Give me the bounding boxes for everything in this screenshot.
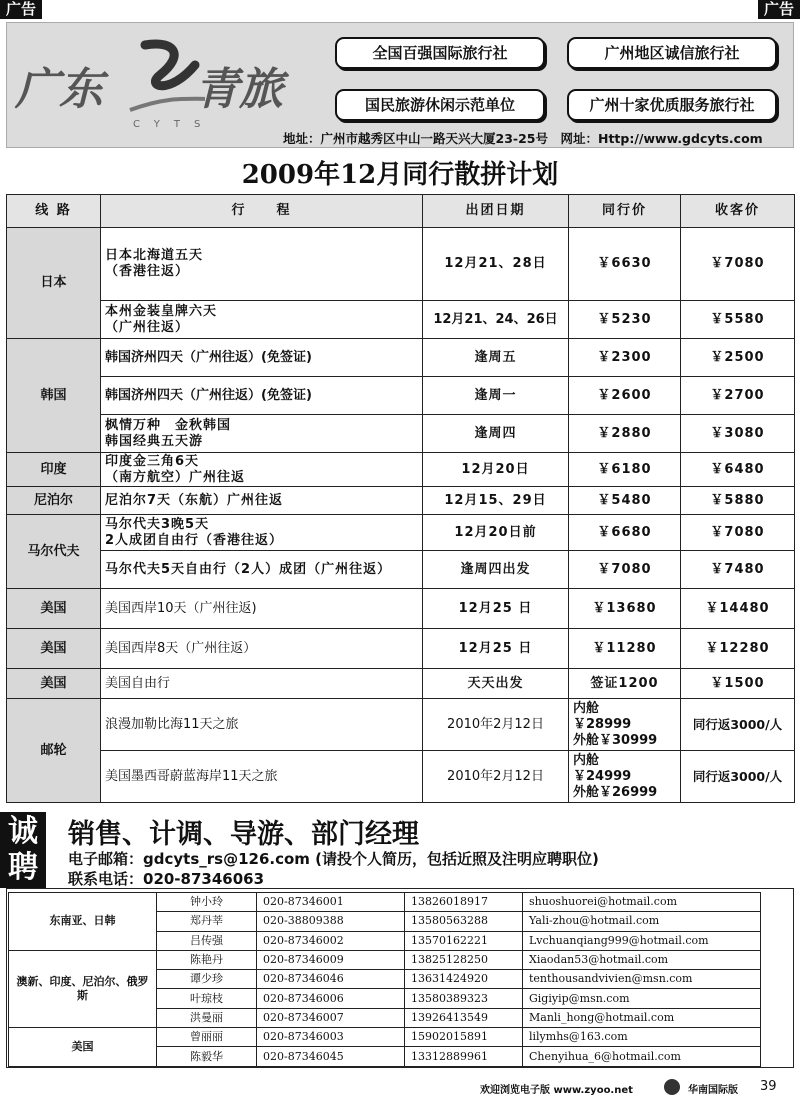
date-cell: 12月21、24、26日 bbox=[423, 301, 569, 339]
contact-mobile-cell: 13926413549 bbox=[405, 1008, 523, 1027]
col-header-route: 行 程 bbox=[101, 195, 423, 228]
retail-price-cell: ￥2500 bbox=[681, 339, 795, 377]
header-address: 地址：广州市越秀区中山一路天兴大厦23-25号 网址：Http://www.gdcyts.com bbox=[283, 131, 763, 146]
badge-quality-service: 广州十家优质服务旅行社 bbox=[567, 89, 777, 121]
date-cell: 12月25 日 bbox=[423, 589, 569, 629]
retail-price-cell: 同行返3000/人 bbox=[681, 699, 795, 751]
contact-tel-cell: 020-87346006 bbox=[257, 989, 405, 1008]
table-header-row bbox=[7, 195, 795, 228]
contact-region-cell: 美国 bbox=[9, 1028, 157, 1067]
contact-tel-cell: 020-38809388 bbox=[257, 912, 405, 931]
contact-tel-cell: 020-87346007 bbox=[257, 1008, 405, 1027]
page-footer bbox=[0, 1076, 800, 1100]
peer-price-cell: ￥5480 bbox=[569, 487, 681, 515]
col-header-date: 出团日期 bbox=[423, 195, 569, 228]
table-row bbox=[7, 629, 795, 669]
region-cell: 韩国 bbox=[7, 339, 101, 453]
route-cell: 枫情万种 金秋韩国 韩国经典五天游 bbox=[101, 415, 423, 453]
peer-price-cell: ￥7080 bbox=[569, 551, 681, 589]
logo-text-guangdong: 广东 bbox=[15, 64, 103, 115]
retail-price-cell: ￥1500 bbox=[681, 669, 795, 699]
route-cell: 浪漫加勒比海11天之旅 bbox=[101, 699, 423, 751]
contact-email-cell: Manli_hong@hotmail.com bbox=[523, 1008, 761, 1027]
table-row bbox=[7, 415, 795, 453]
badge-leisure-demo: 国民旅游休闲示范单位 bbox=[335, 89, 545, 121]
date-cell: 2010年2月12日 bbox=[423, 699, 569, 751]
table-row bbox=[7, 228, 795, 301]
route-cell: 印度金三角6天 （南方航空）广州往返 bbox=[101, 453, 423, 487]
date-cell: 12月15、29日 bbox=[423, 487, 569, 515]
date-cell: 逢周四 bbox=[423, 415, 569, 453]
contact-tel-cell: 020-87346046 bbox=[257, 970, 405, 989]
contact-email-cell: lilymhs@163.com bbox=[523, 1028, 761, 1047]
retail-price-cell: ￥7080 bbox=[681, 228, 795, 301]
magazine-logo-icon bbox=[664, 1079, 680, 1095]
peer-price-cell: ￥6180 bbox=[569, 453, 681, 487]
region-cell: 美国 bbox=[7, 589, 101, 629]
peer-price-cell: ￥6630 bbox=[569, 228, 681, 301]
contact-name-cell: 叶琼枝 bbox=[157, 989, 257, 1008]
peer-price-cell: ￥2880 bbox=[569, 415, 681, 453]
region-cell: 美国 bbox=[7, 669, 101, 699]
contact-name-cell: 钟小玲 bbox=[157, 893, 257, 912]
contact-name-cell: 陈艳丹 bbox=[157, 950, 257, 969]
route-cell: 尼泊尔7天（东航）广州往返 bbox=[101, 487, 423, 515]
route-cell: 美国西岸10天（广州往返) bbox=[101, 589, 423, 629]
date-cell: 12月20日前 bbox=[423, 515, 569, 551]
contact-tel-cell: 020-87346045 bbox=[257, 1047, 405, 1066]
contact-tel-cell: 020-87346009 bbox=[257, 950, 405, 969]
footer-magazine: 华南国际版 bbox=[688, 1085, 738, 1096]
col-header-line: 线 路 bbox=[7, 195, 101, 228]
contact-mobile-cell: 13826018917 bbox=[405, 893, 523, 912]
peer-price-cell: 签证1200 bbox=[569, 669, 681, 699]
peer-price-cell: ￥11280 bbox=[569, 629, 681, 669]
region-cell: 美国 bbox=[7, 629, 101, 669]
region-cell: 马尔代夫 bbox=[7, 515, 101, 589]
table-row bbox=[7, 589, 795, 629]
badge-top100: 全国百强国际旅行社 bbox=[335, 37, 545, 69]
retail-price-cell: ￥5880 bbox=[681, 487, 795, 515]
contact-email-cell: shuoshuorei@hotmail.com bbox=[523, 893, 761, 912]
ad-tag-left: 广告 bbox=[0, 0, 42, 19]
peer-price-cell: ￥5230 bbox=[569, 301, 681, 339]
date-cell: 逢周五 bbox=[423, 339, 569, 377]
peer-price-cell: 内舱 ￥28999 外舱￥30999 bbox=[569, 699, 681, 751]
retail-price-cell: ￥3080 bbox=[681, 415, 795, 453]
recruit-title: 销售、计调、导游、部门经理 bbox=[68, 819, 419, 850]
recruit-badge: 诚聘 bbox=[0, 812, 46, 888]
tour-price-table bbox=[6, 194, 795, 803]
contact-mobile-cell: 13825128250 bbox=[405, 950, 523, 969]
cyts-logo bbox=[15, 35, 315, 135]
retail-price-cell: ￥2700 bbox=[681, 377, 795, 415]
page-number: 39 bbox=[760, 1079, 777, 1094]
contact-row bbox=[9, 1028, 761, 1047]
contact-tel-cell: 020-87346003 bbox=[257, 1028, 405, 1047]
peer-price-cell: 内舱 ￥24999 外舱￥26999 bbox=[569, 751, 681, 803]
contact-name-cell: 曾丽丽 bbox=[157, 1028, 257, 1047]
table-row bbox=[7, 699, 795, 751]
contact-mobile-cell: 15902015891 bbox=[405, 1028, 523, 1047]
route-cell: 马尔代夫3晚5天 2人成团自由行（香港往返） bbox=[101, 515, 423, 551]
logo-text-qinglv: 青旅 bbox=[195, 64, 283, 115]
table-row bbox=[7, 751, 795, 803]
ad-tag-right: 广告 bbox=[758, 0, 800, 19]
table-row bbox=[7, 515, 795, 551]
contact-row bbox=[9, 950, 761, 969]
contact-row bbox=[9, 893, 761, 912]
contact-mobile-cell: 13570162221 bbox=[405, 931, 523, 950]
date-cell: 天天出发 bbox=[423, 669, 569, 699]
contact-tel-cell: 020-87346002 bbox=[257, 931, 405, 950]
col-header-retail-price: 收客价 bbox=[681, 195, 795, 228]
contact-table bbox=[8, 892, 761, 1067]
date-cell: 2010年2月12日 bbox=[423, 751, 569, 803]
region-cell: 尼泊尔 bbox=[7, 487, 101, 515]
contact-name-cell: 陈毅华 bbox=[157, 1047, 257, 1066]
recruitment-section bbox=[0, 806, 800, 888]
peer-price-cell: ￥2300 bbox=[569, 339, 681, 377]
badge-integrity: 广州地区诚信旅行社 bbox=[567, 37, 777, 69]
table-row bbox=[7, 669, 795, 699]
peer-price-cell: ￥2600 bbox=[569, 377, 681, 415]
retail-price-cell: ￥12280 bbox=[681, 629, 795, 669]
retail-price-cell: ￥7480 bbox=[681, 551, 795, 589]
contact-name-cell: 洪曼丽 bbox=[157, 1008, 257, 1027]
peer-price-cell: ￥6680 bbox=[569, 515, 681, 551]
contact-mobile-cell: 13580389323 bbox=[405, 989, 523, 1008]
retail-price-cell: ￥5580 bbox=[681, 301, 795, 339]
contact-name-cell: 吕传强 bbox=[157, 931, 257, 950]
date-cell: 12月25 日 bbox=[423, 629, 569, 669]
contact-name-cell: 谭少珍 bbox=[157, 970, 257, 989]
contact-email-cell: tenthousandvivien@msn.com bbox=[523, 970, 761, 989]
region-cell: 邮轮 bbox=[7, 699, 101, 803]
table-row bbox=[7, 301, 795, 339]
route-cell: 美国西岸8天（广州往返） bbox=[101, 629, 423, 669]
route-cell: 日本北海道五天 （香港往返） bbox=[101, 228, 423, 301]
date-cell: 逢周四出发 bbox=[423, 551, 569, 589]
retail-price-cell: 同行返3000/人 bbox=[681, 751, 795, 803]
plan-title: 2009年12月同行散拼计划 bbox=[241, 160, 559, 190]
table-row bbox=[7, 551, 795, 589]
route-cell: 韩国济州四天（广州往返）(免签证) bbox=[101, 377, 423, 415]
contact-email-cell: Gigiyip@msn.com bbox=[523, 989, 761, 1008]
recruit-phone: 联系电话：020-87346063 bbox=[68, 870, 265, 888]
col-header-peer-price: 同行价 bbox=[569, 195, 681, 228]
retail-price-cell: ￥7080 bbox=[681, 515, 795, 551]
date-cell: 12月21、28日 bbox=[423, 228, 569, 301]
header-banner bbox=[6, 22, 794, 148]
table-row bbox=[7, 487, 795, 515]
contact-mobile-cell: 13580563288 bbox=[405, 912, 523, 931]
date-cell: 12月20日 bbox=[423, 453, 569, 487]
region-cell: 印度 bbox=[7, 453, 101, 487]
date-cell: 逢周一 bbox=[423, 377, 569, 415]
contact-name-cell: 郑丹莘 bbox=[157, 912, 257, 931]
contact-region-cell: 东南亚、日韩 bbox=[9, 893, 157, 951]
contact-email-cell: Lvchuanqiang999@hotmail.com bbox=[523, 931, 761, 950]
route-cell: 美国自由行 bbox=[101, 669, 423, 699]
logo-swoosh-icon bbox=[125, 35, 205, 115]
recruit-email: 电子邮箱：gdcyts_rs@126.com (请投个人简历，包括近照及注明应聘职位) bbox=[68, 850, 599, 868]
contact-email-cell: Xiaodan53@hotmail.com bbox=[523, 950, 761, 969]
table-row bbox=[7, 339, 795, 377]
contact-email-cell: Chenyihua_6@hotmail.com bbox=[523, 1047, 761, 1066]
contact-email-cell: Yali-zhou@hotmail.com bbox=[523, 912, 761, 931]
peer-price-cell: ￥13680 bbox=[569, 589, 681, 629]
route-cell: 马尔代夫5天自由行（2人）成团（广州往返） bbox=[101, 551, 423, 589]
contact-mobile-cell: 13312889961 bbox=[405, 1047, 523, 1066]
region-cell: 日本 bbox=[7, 228, 101, 339]
table-row bbox=[7, 453, 795, 487]
route-cell: 韩国济州四天（广州往返）(免签证) bbox=[101, 339, 423, 377]
contact-tel-cell: 020-87346001 bbox=[257, 893, 405, 912]
footer-website: 欢迎浏览电子版 www.zyoo.net bbox=[480, 1085, 633, 1096]
logo-cyts-letters: CYTS bbox=[133, 119, 215, 130]
retail-price-cell: ￥6480 bbox=[681, 453, 795, 487]
contact-mobile-cell: 13631424920 bbox=[405, 970, 523, 989]
retail-price-cell: ￥14480 bbox=[681, 589, 795, 629]
route-cell: 美国墨西哥蔚蓝海岸11天之旅 bbox=[101, 751, 423, 803]
table-row bbox=[7, 377, 795, 415]
route-cell: 本州金装皇牌六天 （广州往返） bbox=[101, 301, 423, 339]
contact-region-cell: 澳新、印度、尼泊尔、俄罗斯 bbox=[9, 950, 157, 1027]
